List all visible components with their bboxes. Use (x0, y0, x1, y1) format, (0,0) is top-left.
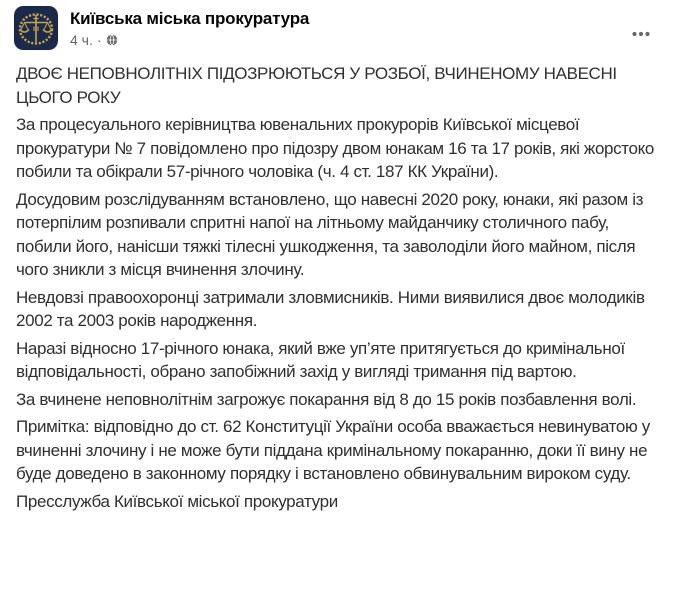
post-paragraph: За процесуального керівництва ювенальних прокурорів Київської місцевої прокуратури № 7 повідомлено про підозру двом юнакам 16 та 17 років, які жорстоко побили та обікрали 57-річного чоловіка (ч. 4 ст. 187 КК України). (16, 115, 659, 181)
post-paragraph: Досудовим розслідуванням встановлено, що навесні 2020 року, юнаки, які разом із потерпілим розпивали спритні напої на літньому майданчику столичного пабу, побили його, нанісши тяжкі тілесні ушкодження, та заволоділи його майном, після чого зникли з місця вчинення злочину. (16, 189, 648, 279)
post-paragraph: Наразі відносно 17-річного юнака, який вже уп’яте притягується до кримінальної відповідальності, обрано запобіжний захід у вигляді тримання під вартою. (16, 338, 630, 381)
post-paragraph: Примітка: відповідно до ст. 62 Конституції України особа вважається невинуватою у вчиненні злочину і не може бути піддана кримінальному покаранню, доки її вину не буде доведено в законному порядку і встановлено обвинувальним вироком суду. (16, 417, 655, 483)
more-options-button[interactable] (625, 18, 657, 50)
post-signature: Пресслужба Київської міської прокуратури (16, 491, 338, 511)
page-avatar[interactable] (14, 6, 58, 50)
post-meta (70, 32, 617, 48)
post-paragraph: Невдовзі правоохоронці затримали зловмисників. Ними виявилися двоє молодиків 2002 та 2003 років народження. (16, 287, 650, 330)
post-body (0, 50, 673, 519)
post-paragraph: За вчинене неповнолітнім загрожує покарання від 8 до 15 років позбавлення волі. (16, 389, 637, 409)
page-name-link[interactable]: Київська міська прокуратура (70, 9, 310, 28)
globe-icon (106, 34, 118, 46)
post-header-text (70, 6, 617, 48)
ellipsis-icon (631, 24, 651, 44)
meta-separator: · (96, 32, 102, 48)
post-header (0, 0, 673, 50)
prosecutor-emblem-icon (14, 6, 58, 50)
post-headline: ДВОЄ НЕПОВНОЛІТНІХ ПІДОЗРЮЮТЬСЯ У РОЗБОЇ, ВЧИНЕНОМУ НАВЕСНІ ЦЬОГО РОКУ (16, 64, 622, 107)
post-timestamp[interactable]: 4 ч. (70, 32, 93, 48)
